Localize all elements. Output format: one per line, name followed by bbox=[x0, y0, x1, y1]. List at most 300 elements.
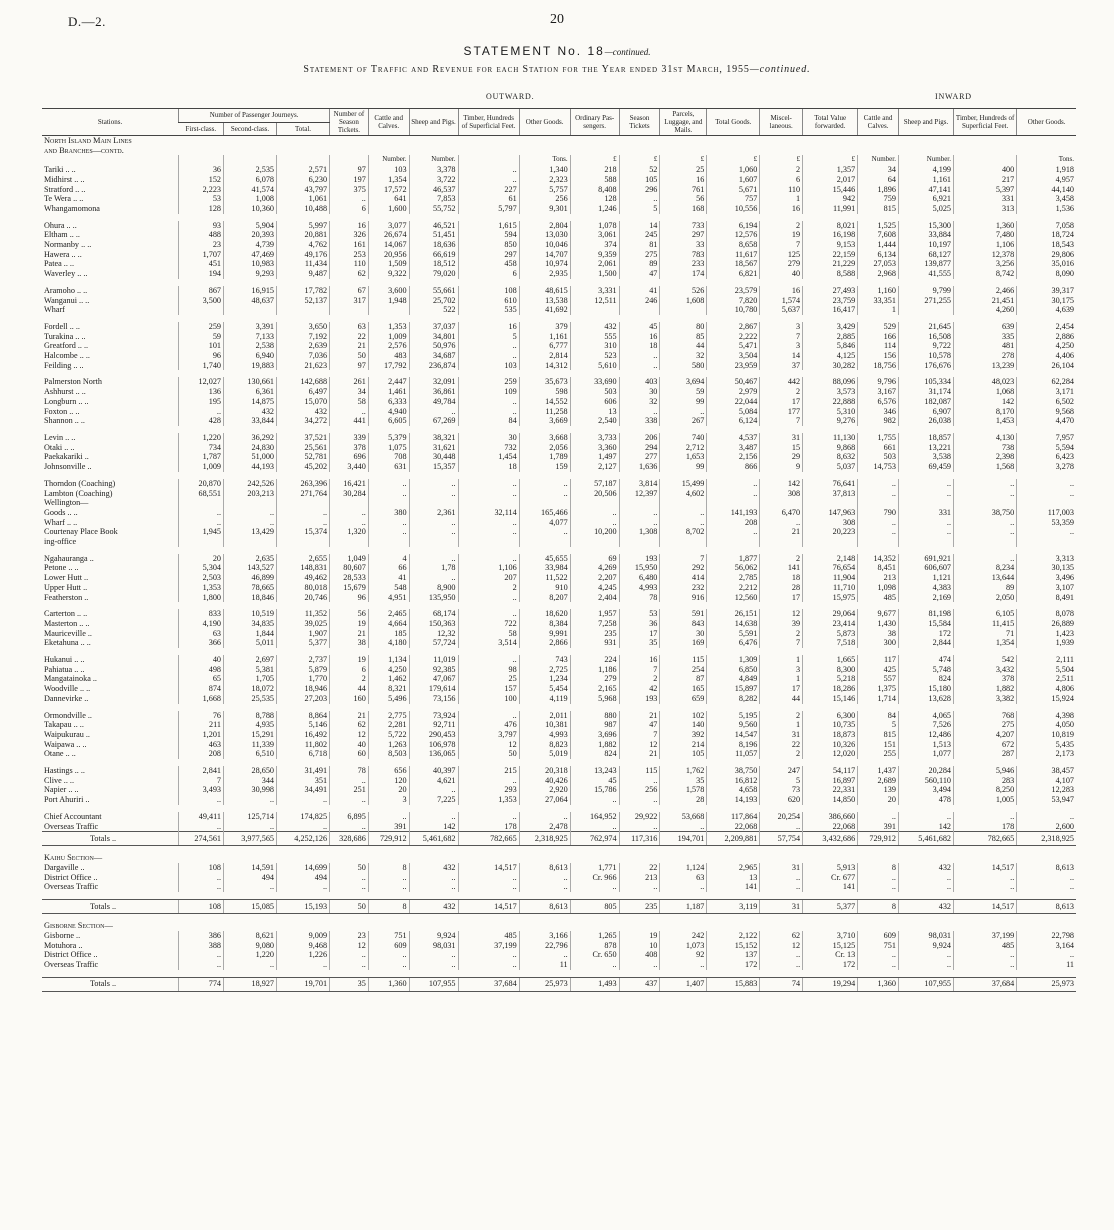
data-cell: 3,432 bbox=[954, 665, 1017, 675]
data-cell: 294 bbox=[619, 443, 660, 453]
data-cell: 11 bbox=[519, 960, 570, 970]
data-cell: 942 bbox=[803, 194, 858, 204]
data-cell: 117 bbox=[858, 655, 899, 665]
data-cell: .. bbox=[619, 882, 660, 892]
data-cell: 12,560 bbox=[707, 593, 760, 603]
data-cell: 3,429 bbox=[803, 322, 858, 332]
data-cell: 9 bbox=[760, 462, 803, 472]
data-cell: 4,398 bbox=[1017, 711, 1076, 721]
data-cell: 12,283 bbox=[1017, 785, 1076, 795]
data-cell: 5,471 bbox=[707, 341, 760, 351]
data-cell: 12 bbox=[458, 740, 519, 750]
data-cell: 1,161 bbox=[519, 332, 570, 342]
data-cell: 1,454 bbox=[458, 452, 519, 462]
data-cell: .. bbox=[409, 882, 458, 892]
data-cell: 18 bbox=[458, 462, 519, 472]
header-miscellaneous: Miscel-laneous. bbox=[760, 109, 803, 136]
data-cell: 37,199 bbox=[458, 941, 519, 951]
table-row bbox=[42, 950, 1076, 960]
station-cell: Shannon .. .. bbox=[44, 416, 85, 426]
data-cell: 7,608 bbox=[858, 230, 899, 240]
data-cell: .. bbox=[458, 609, 519, 619]
data-cell: 9,560 bbox=[707, 720, 760, 730]
data-cell: .. bbox=[277, 960, 330, 970]
data-cell: 2,465 bbox=[368, 609, 409, 619]
data-cell: 283 bbox=[954, 776, 1017, 786]
data-cell bbox=[707, 537, 760, 547]
data-cell: .. bbox=[660, 407, 707, 417]
data-cell: 12,486 bbox=[898, 730, 953, 740]
data-cell: 9,301 bbox=[519, 204, 570, 214]
data-cell: 23,579 bbox=[707, 286, 760, 296]
data-cell: 151 bbox=[858, 740, 899, 750]
data-cell: 1,896 bbox=[858, 185, 899, 195]
data-cell: 125 bbox=[760, 250, 803, 260]
data-cell: 3,331 bbox=[570, 286, 619, 296]
statement-title bbox=[0, 44, 1114, 58]
data-cell: 1,375 bbox=[858, 684, 899, 694]
spacer-row bbox=[42, 846, 1076, 854]
data-cell: 5,019 bbox=[519, 749, 570, 759]
table-row bbox=[42, 785, 1076, 795]
station-cell: Tariki .. .. bbox=[44, 165, 76, 175]
data-cell: .. bbox=[619, 518, 660, 528]
table-row bbox=[42, 766, 1076, 776]
data-cell bbox=[619, 305, 660, 315]
data-cell bbox=[898, 305, 953, 315]
data-cell: 8,234 bbox=[954, 563, 1017, 573]
data-cell: 6,907 bbox=[898, 407, 953, 417]
data-cell: .. bbox=[409, 812, 458, 822]
table-row bbox=[42, 684, 1076, 694]
table-row bbox=[42, 204, 1076, 214]
data-cell bbox=[803, 537, 858, 547]
data-cell: 5,496 bbox=[368, 694, 409, 704]
data-cell bbox=[277, 498, 330, 508]
data-cell: .. bbox=[458, 593, 519, 603]
data-cell: 1,578 bbox=[660, 785, 707, 795]
table-row bbox=[42, 221, 1076, 231]
data-cell: 279 bbox=[570, 674, 619, 684]
station-cell bbox=[42, 370, 1076, 377]
data-cell: 53 bbox=[619, 609, 660, 619]
data-cell: 34 bbox=[330, 387, 369, 397]
data-cell: 101 bbox=[179, 341, 224, 351]
data-cell: 22,159 bbox=[803, 250, 858, 260]
data-cell: 19 bbox=[330, 655, 369, 665]
spacer-row bbox=[42, 892, 1076, 900]
data-cell: 174,825 bbox=[277, 812, 330, 822]
data-cell: 672 bbox=[954, 740, 1017, 750]
data-cell: 414 bbox=[660, 573, 707, 583]
data-cell: 761 bbox=[660, 185, 707, 195]
data-cell: 67,269 bbox=[409, 416, 458, 426]
data-cell: 21 bbox=[760, 527, 803, 537]
data-cell: 164,952 bbox=[570, 812, 619, 822]
data-cell: 8,250 bbox=[954, 785, 1017, 795]
data-cell: 203,213 bbox=[224, 489, 277, 499]
data-cell: 80,018 bbox=[277, 583, 330, 593]
data-cell: 2,655 bbox=[277, 554, 330, 564]
data-cell: 6,850 bbox=[707, 665, 760, 675]
data-cell: 11,258 bbox=[519, 407, 570, 417]
data-cell: 26,674 bbox=[368, 230, 409, 240]
data-cell: 4,621 bbox=[409, 776, 458, 786]
data-cell: 29,922 bbox=[619, 812, 660, 822]
data-cell: 271,255 bbox=[898, 296, 953, 306]
data-cell: 878 bbox=[570, 941, 619, 951]
data-cell: 8 bbox=[368, 900, 409, 914]
data-cell: 9,796 bbox=[858, 377, 899, 387]
data-cell: 37,199 bbox=[954, 931, 1017, 941]
data-cell: 5,377 bbox=[277, 638, 330, 648]
data-cell: 40 bbox=[330, 740, 369, 750]
statement-subtitle-text: Statement of Traffic and Revenue for each Station for the Year ended 31st March, 19 bbox=[303, 64, 739, 75]
data-cell: 2,639 bbox=[277, 341, 330, 351]
station-cell: Thorndon (Coaching) bbox=[44, 478, 116, 488]
data-cell: 97 bbox=[330, 361, 369, 371]
data-cell: 2,600 bbox=[1017, 822, 1076, 832]
data-cell: 1,608 bbox=[660, 296, 707, 306]
data-cell: 867 bbox=[179, 286, 224, 296]
data-cell: £ bbox=[707, 155, 760, 165]
table-row bbox=[42, 720, 1076, 730]
data-cell: 22,068 bbox=[707, 822, 760, 832]
data-cell: 5,873 bbox=[803, 629, 858, 639]
data-cell: 108 bbox=[179, 863, 224, 873]
data-cell: 1,877 bbox=[707, 554, 760, 564]
data-cell: 8,196 bbox=[707, 740, 760, 750]
data-cell: 256 bbox=[619, 785, 660, 795]
data-cell: 5,879 bbox=[277, 665, 330, 675]
data-cell: 26,151 bbox=[707, 609, 760, 619]
data-cell: 331 bbox=[954, 194, 1017, 204]
data-cell: 18,946 bbox=[277, 684, 330, 694]
statement-title-text: STATEMENT No. 18 bbox=[463, 44, 605, 58]
data-cell: 18 bbox=[760, 573, 803, 583]
data-cell: .. bbox=[660, 822, 707, 832]
data-cell: 3,694 bbox=[660, 377, 707, 387]
data-cell: 2 bbox=[760, 711, 803, 721]
data-cell: .. bbox=[519, 950, 570, 960]
table-row bbox=[42, 593, 1076, 603]
data-cell: 26,104 bbox=[1017, 361, 1076, 371]
data-cell: 14,067 bbox=[368, 240, 409, 250]
data-cell: 279 bbox=[760, 259, 803, 269]
data-cell: 1,882 bbox=[954, 684, 1017, 694]
data-cell: 4,260 bbox=[954, 305, 1017, 315]
data-cell: 40,426 bbox=[519, 776, 570, 786]
data-cell: 335 bbox=[954, 332, 1017, 342]
data-cell: 157 bbox=[458, 684, 519, 694]
station-cell: Courtenay Place Book bbox=[44, 527, 118, 537]
station-cell: District Office .. bbox=[44, 950, 98, 960]
table-row bbox=[42, 498, 1076, 508]
table-row bbox=[42, 397, 1076, 407]
data-cell: 9,924 bbox=[898, 941, 953, 951]
data-cell: .. bbox=[458, 554, 519, 564]
header-inward-sheep: Sheep and Pigs. bbox=[898, 109, 953, 136]
data-cell: 548 bbox=[368, 583, 409, 593]
data-cell: .. bbox=[409, 518, 458, 528]
data-cell: 3,977,565 bbox=[224, 832, 277, 846]
data-cell: 254 bbox=[660, 665, 707, 675]
data-cell: 27,053 bbox=[858, 259, 899, 269]
table-row bbox=[42, 479, 1076, 489]
data-cell: 8,408 bbox=[570, 185, 619, 195]
data-cell: 47 bbox=[619, 720, 660, 730]
data-cell: 110 bbox=[330, 259, 369, 269]
table-row bbox=[42, 341, 1076, 351]
data-cell: .. bbox=[277, 882, 330, 892]
data-cell: .. bbox=[458, 873, 519, 883]
station-cell: Lambton (Coaching) bbox=[44, 488, 113, 498]
data-cell: 20,223 bbox=[803, 527, 858, 537]
data-cell: 18 bbox=[619, 341, 660, 351]
data-cell: 247 bbox=[760, 766, 803, 776]
data-cell: 287 bbox=[954, 749, 1017, 759]
station-cell bbox=[42, 155, 179, 165]
data-cell: 5,637 bbox=[760, 305, 803, 315]
data-cell: 51,451 bbox=[409, 230, 458, 240]
data-cell: 392 bbox=[660, 730, 707, 740]
data-cell: 7 bbox=[660, 554, 707, 564]
data-cell: 6,078 bbox=[224, 175, 277, 185]
data-cell: 2,209,881 bbox=[707, 832, 760, 846]
data-cell: 21,645 bbox=[898, 322, 953, 332]
station-cell: Hukanui .. .. bbox=[44, 655, 85, 665]
data-cell: 8,282 bbox=[707, 694, 760, 704]
data-cell: 3,696 bbox=[570, 730, 619, 740]
data-cell: 15,975 bbox=[803, 593, 858, 603]
data-cell: .. bbox=[898, 960, 953, 970]
table-row bbox=[42, 165, 1076, 175]
data-cell: 8,823 bbox=[519, 740, 570, 750]
data-cell: 6,821 bbox=[707, 269, 760, 279]
data-cell: 96 bbox=[179, 351, 224, 361]
data-cell: 18,927 bbox=[224, 977, 277, 991]
data-cell: .. bbox=[954, 518, 1017, 528]
data-cell: 8 bbox=[858, 863, 899, 873]
station-cell: Carterton .. .. bbox=[44, 609, 88, 619]
data-cell: .. bbox=[224, 822, 277, 832]
data-cell: 12,397 bbox=[619, 489, 660, 499]
station-cell: District Office .. bbox=[44, 872, 98, 882]
data-cell: 8 bbox=[858, 900, 899, 914]
data-cell: 3,440 bbox=[330, 462, 369, 472]
station-cell: Chief Accountant bbox=[44, 811, 102, 821]
data-cell: 1,060 bbox=[707, 165, 760, 175]
data-cell: 76,641 bbox=[803, 479, 858, 489]
data-cell: 442 bbox=[760, 377, 803, 387]
data-cell: 20,956 bbox=[368, 250, 409, 260]
data-cell: 606 bbox=[570, 397, 619, 407]
data-cell: 2,844 bbox=[898, 638, 953, 648]
data-cell bbox=[224, 305, 277, 315]
data-cell: .. bbox=[619, 960, 660, 970]
data-cell: 880 bbox=[570, 711, 619, 721]
data-cell: 6,510 bbox=[224, 749, 277, 759]
data-cell: 2,841 bbox=[179, 766, 224, 776]
data-cell: 5,797 bbox=[458, 204, 519, 214]
data-cell bbox=[619, 498, 660, 508]
data-cell bbox=[858, 537, 899, 547]
data-cell: 5,671 bbox=[707, 185, 760, 195]
data-cell: 696 bbox=[330, 452, 369, 462]
data-cell: .. bbox=[954, 489, 1017, 499]
table-row bbox=[42, 583, 1076, 593]
data-cell: 99 bbox=[660, 462, 707, 472]
station-cell: Otane .. .. bbox=[44, 749, 76, 759]
statement-subtitle bbox=[0, 64, 1114, 75]
data-cell: 8 bbox=[368, 863, 409, 873]
data-cell: 125,714 bbox=[224, 812, 277, 822]
data-cell: .. bbox=[330, 508, 369, 518]
data-cell: 7,480 bbox=[954, 230, 1017, 240]
data-cell: 16,812 bbox=[707, 776, 760, 786]
data-cell: 609 bbox=[368, 941, 409, 951]
data-cell bbox=[224, 537, 277, 547]
data-cell: 224 bbox=[570, 655, 619, 665]
data-cell: 4,065 bbox=[898, 711, 953, 721]
data-cell: 1,437 bbox=[858, 766, 899, 776]
data-cell: 1,124 bbox=[660, 863, 707, 873]
data-cell: 218 bbox=[570, 165, 619, 175]
station-cell: Ngahauranga .. bbox=[44, 553, 94, 563]
data-cell: 56 bbox=[660, 194, 707, 204]
data-cell: 1,509 bbox=[368, 259, 409, 269]
data-cell: .. bbox=[619, 822, 660, 832]
data-cell: .. bbox=[458, 489, 519, 499]
data-cell: .. bbox=[458, 397, 519, 407]
data-cell: .. bbox=[368, 873, 409, 883]
data-cell: 274,561 bbox=[179, 832, 224, 846]
data-cell: 5,904 bbox=[224, 221, 277, 231]
data-cell: 193 bbox=[619, 554, 660, 564]
data-cell: 20,881 bbox=[277, 230, 330, 240]
data-cell: 12,32 bbox=[409, 629, 458, 639]
header-first-class: First-class. bbox=[179, 122, 224, 136]
data-cell: 217 bbox=[954, 175, 1017, 185]
data-cell: .. bbox=[409, 785, 458, 795]
data-cell bbox=[409, 498, 458, 508]
data-cell: 4,406 bbox=[1017, 351, 1076, 361]
data-cell: 207 bbox=[458, 573, 519, 583]
data-cell: Tons. bbox=[1017, 155, 1076, 165]
data-cell: 214 bbox=[660, 740, 707, 750]
data-cell: .. bbox=[660, 960, 707, 970]
data-cell: 22,044 bbox=[707, 397, 760, 407]
data-cell bbox=[1017, 498, 1076, 508]
subtitle-year-digits: 55 bbox=[738, 64, 750, 75]
data-cell: 2,222 bbox=[707, 332, 760, 342]
data-cell: 11,991 bbox=[803, 204, 858, 214]
data-cell: 15,193 bbox=[277, 900, 330, 914]
data-cell: 5,748 bbox=[898, 665, 953, 675]
data-cell: 233 bbox=[660, 259, 707, 269]
data-cell: .. bbox=[409, 479, 458, 489]
data-cell: .. bbox=[660, 882, 707, 892]
data-cell: 16 bbox=[760, 286, 803, 296]
data-cell: 28 bbox=[660, 795, 707, 805]
data-cell: .. bbox=[898, 479, 953, 489]
header-total: Total. bbox=[277, 122, 330, 136]
data-cell: 1,789 bbox=[519, 452, 570, 462]
data-cell: 1,407 bbox=[660, 977, 707, 991]
data-cell: 14,753 bbox=[858, 462, 899, 472]
data-cell: 7 bbox=[760, 240, 803, 250]
data-cell: 103 bbox=[458, 361, 519, 371]
data-cell: 1,226 bbox=[277, 950, 330, 960]
data-cell: .. bbox=[519, 873, 570, 883]
data-cell: 290,453 bbox=[409, 730, 458, 740]
data-cell: 293 bbox=[458, 785, 519, 795]
data-cell: 1,615 bbox=[458, 221, 519, 231]
data-cell: 4,849 bbox=[707, 674, 760, 684]
data-cell: 5 bbox=[760, 776, 803, 786]
data-cell: 1,201 bbox=[179, 730, 224, 740]
station-cell: Clive .. .. bbox=[44, 775, 75, 785]
data-cell: .. bbox=[179, 822, 224, 832]
table-row bbox=[42, 407, 1076, 417]
table-row bbox=[42, 711, 1076, 721]
data-cell: 242 bbox=[660, 931, 707, 941]
data-cell: 56 bbox=[330, 609, 369, 619]
data-cell: 10,488 bbox=[277, 204, 330, 214]
data-cell: 31 bbox=[760, 433, 803, 443]
data-cell: 182,087 bbox=[898, 397, 953, 407]
data-cell: 300 bbox=[858, 638, 899, 648]
data-cell: 3,733 bbox=[570, 433, 619, 443]
data-cell: 1,755 bbox=[858, 433, 899, 443]
data-cell: 62 bbox=[760, 931, 803, 941]
data-cell: 38 bbox=[858, 629, 899, 639]
table-row bbox=[42, 518, 1076, 528]
data-cell: 5,757 bbox=[519, 185, 570, 195]
data-cell: 255 bbox=[858, 749, 899, 759]
data-cell: 5,218 bbox=[803, 674, 858, 684]
data-cell: 57,754 bbox=[760, 832, 803, 846]
station-cell: Overseas Traffic bbox=[44, 959, 99, 969]
data-cell: 63 bbox=[179, 629, 224, 639]
data-cell: .. bbox=[619, 508, 660, 518]
data-cell: 62 bbox=[330, 720, 369, 730]
station-cell: Hastings .. .. bbox=[44, 766, 85, 776]
data-cell: 47,141 bbox=[898, 185, 953, 195]
data-cell: 408 bbox=[619, 950, 660, 960]
table-row bbox=[42, 674, 1076, 684]
data-cell: 30 bbox=[458, 433, 519, 443]
data-cell: 1,918 bbox=[1017, 165, 1076, 175]
data-cell: 37,684 bbox=[954, 977, 1017, 991]
data-cell: .. bbox=[898, 527, 953, 537]
station-cell: Mangatainoka .. bbox=[44, 674, 97, 684]
station-cell: Waverley .. .. bbox=[44, 269, 88, 279]
station-cell: Gisborne .. bbox=[44, 930, 81, 940]
data-cell: .. bbox=[1017, 489, 1076, 499]
data-cell: .. bbox=[760, 950, 803, 960]
data-cell: 211 bbox=[179, 720, 224, 730]
totals-row bbox=[42, 900, 1076, 914]
data-cell: 2,886 bbox=[1017, 332, 1076, 342]
data-cell: 37,521 bbox=[277, 433, 330, 443]
data-cell: 54,117 bbox=[803, 766, 858, 776]
station-cell bbox=[42, 892, 1076, 900]
data-cell: 18,543 bbox=[1017, 240, 1076, 250]
data-cell: .. bbox=[954, 873, 1017, 883]
data-cell bbox=[179, 155, 224, 165]
data-cell: 2,361 bbox=[409, 508, 458, 518]
